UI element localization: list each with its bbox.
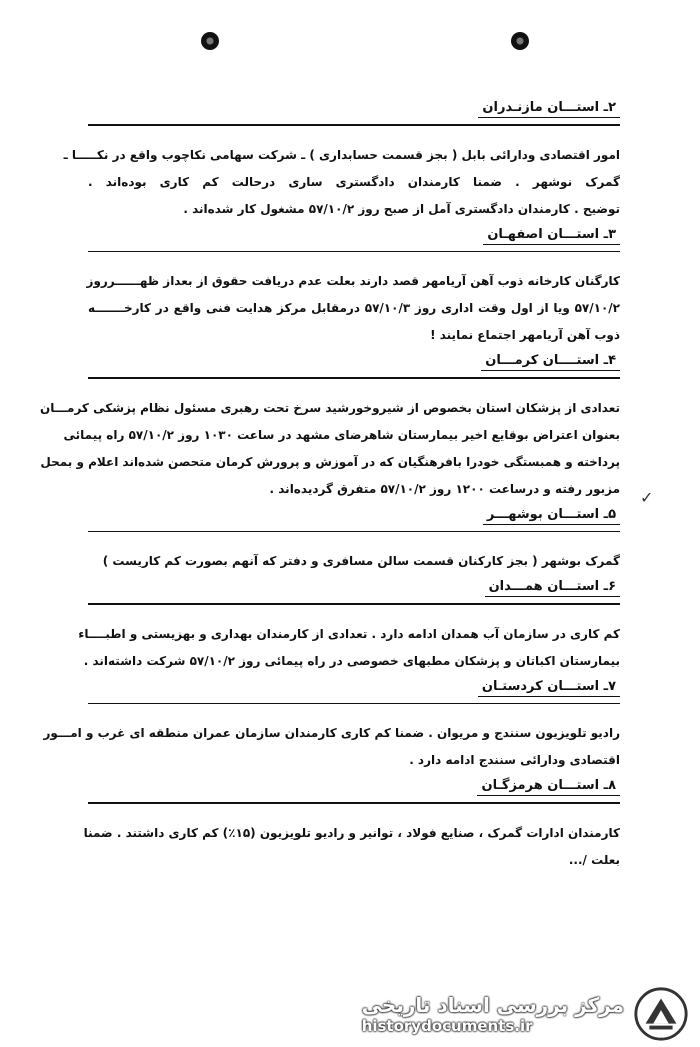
watermark-persian: مرکز بررسی اسناد تاریخی xyxy=(361,993,624,1017)
section-heading: ۵ـ استـــان بوشهـــر xyxy=(88,507,620,531)
section-heading: ۸ـ استـــان هرمزگـان xyxy=(88,778,620,802)
section-heading: ۶ـ استـــان همـــدان xyxy=(88,579,620,603)
section-rule xyxy=(88,802,620,804)
archive-logo-icon xyxy=(632,985,690,1043)
section-hormozgan xyxy=(83,778,620,874)
text-line: کارمندان ادارات گمرک ، صنایع فولاد ، توانیر و رادیو تلویزیون (۱۵٪) کم کاری داشتند . ضمنا xyxy=(83,825,620,840)
text-line: بعنوان اعتراض بوقایع اخیر بیمارستان شاهرضای مشهد در ساعت ۱۰۳۰ روز ۵۷/۱۰/۲ راه پیمائی xyxy=(63,427,620,442)
text-line: کارگنان کارخانه ذوب آهن آریامهر قصد دارند بعلت عدم دریافت حقوق از بعداز ظهــــــرروز xyxy=(86,274,620,288)
section-heading: ۲ـ استـــان مازنـدران xyxy=(88,100,620,124)
text-line: امور اقتصادی ودارائی بابل ( بجز قسمت حسابداری ) ـ شرکت سهامی نکاچوب واقع در نکـــــا ـ xyxy=(63,147,620,162)
text-line: توضیح . کارمندان دادگستری آمل از صبح روز ۵۷/۱۰/۲ مشغول کار شده‌اند . xyxy=(183,201,620,216)
text-line: اقتصادی ودارائی سنندج ادامه دارد . xyxy=(409,753,620,767)
watermark xyxy=(362,985,690,1043)
text-line: رادیو تلویزیون سنندج و مریوان . ضمنا کم کاری کارمندان سازمان عمران منطقه ای غرب و امـــور xyxy=(43,726,620,740)
document-body xyxy=(39,100,620,878)
section-rule xyxy=(88,377,620,379)
section-heading: ۴ـ استــــان کرمـــان xyxy=(88,353,620,377)
section-heading: ۷ـ استـــان کردستـان xyxy=(88,679,620,703)
text-line: تعدادی از پزشکان استان بخصوص از شیروخورشید سرخ تحت رهبری مسئول نظام پزشکی کرمـــان xyxy=(39,400,620,415)
text-line: ۵۷/۱۰/۲ ویا از اول وقت اداری روز ۵۷/۱۰/۳ درمقابل مرکز هدایت فنی واقع در کارخـــــــه xyxy=(88,301,620,315)
text-line: بیمارستان اکباتان و پزشکان مطبهای خصوصی در راه پیمائی روز ۵۷/۱۰/۲ شرکت داشته‌اند . xyxy=(83,653,620,668)
section-rule xyxy=(88,531,620,533)
section-rule xyxy=(88,603,620,605)
text-line: ذوب آهن آریامهر اجتماع نمایند ! xyxy=(430,328,620,342)
section-kurdistan xyxy=(43,678,620,775)
margin-check-mark: ✓ xyxy=(640,488,654,507)
text-line: بعلت /... xyxy=(568,852,620,867)
section-rule xyxy=(88,124,620,126)
section-bushehr xyxy=(88,507,620,576)
section-hamadan xyxy=(78,579,620,675)
text-line: گمرک نوشهر . ضمنا کارمندان دادگستری ساری درحالت کم کاری بوده‌اند . xyxy=(88,174,620,189)
punch-hole-right xyxy=(511,32,529,50)
text-line: گمرک بوشهر ( بجز کارکنان قسمت سالن مسافری و دفتر که آنهم بصورت کم کاریست ) xyxy=(102,554,620,568)
text-line: مزبور رفته و درساعت ۱۲۰۰ روز ۵۷/۱۰/۲ متفرق گردیده‌اند . xyxy=(269,481,620,496)
section-heading: ۳ـ استـــان اصفهـان xyxy=(88,227,620,251)
text-line: پرداخته و همبستگی خودرا بافرهنگیان که در آموزش و پرورش کرمان متحصن شده‌اند اعلام و بمحل xyxy=(40,454,620,469)
section-kerman xyxy=(39,353,620,503)
section-rule xyxy=(88,703,620,705)
watermark-text xyxy=(362,993,624,1035)
section-rule xyxy=(88,251,620,253)
text-line: کم کاری در سازمان آب همدان ادامه دارد . تعدادی از کارمندان بهداری و بهزیستی و اطبــــاء xyxy=(78,626,620,641)
section-isfahan xyxy=(88,227,620,350)
watermark-english: historydocuments.ir xyxy=(361,1017,533,1035)
section-mazandaran xyxy=(63,100,620,223)
punch-hole-left xyxy=(201,32,219,50)
